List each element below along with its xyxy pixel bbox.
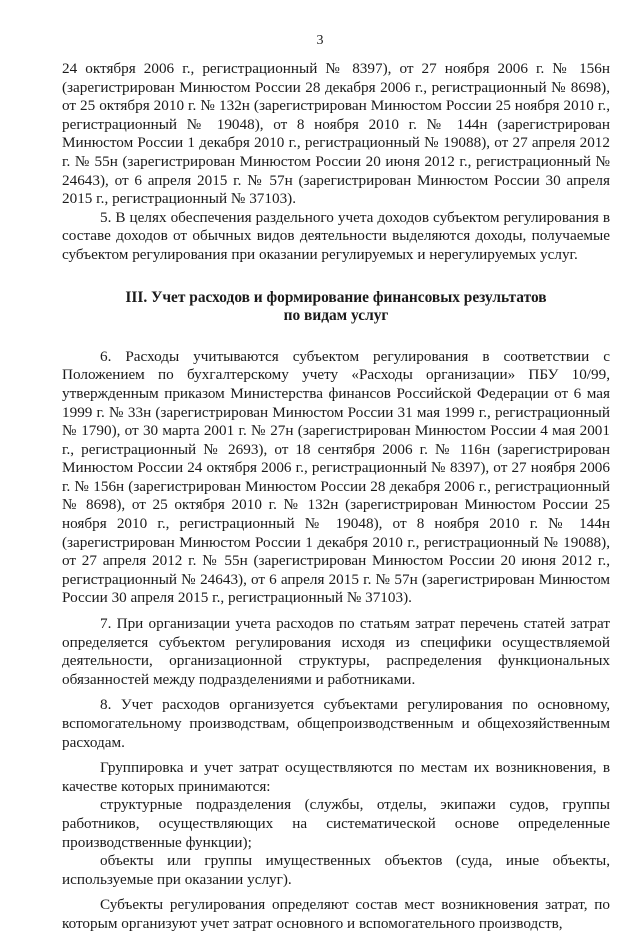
paragraph-continuation: 24 октября 2006 г., регистрационный № 8397), от 27 ноября 2006 г. № 156н (зарегистрирован Минюстом России 28 декабря 2006 г., регистрационный № 8698), от 25 октября 2010 г. № 132н (зарегистрирован Минюстом России 25 ноября 2010 г., регистрационный № 19048), от 8 ноября 2010 г. № 144н (зарегистрирован Минюстом России 1 декабря 2010 г., регистрационный № 19088), от 27 апреля 2012 г. № 55н (зарегистрирован Минюстом России 20 июня 2012 г., регистрационный № 24643), от 6 апреля 2015 г. № 57н (зарегистрирован Минюстом России 30 апреля 2015 г., регистрационный № 37103). [62,60,610,208]
paragraph-structural-units: структурные подразделения (службы, отделы, экипажи судов, группы работников, осуществляющих на систематической основе определенные производственные функции); [62,796,610,851]
document-body [62,60,610,934]
paragraph-5: 5. В целях обеспечения раздельного учета доходов субъектом регулирования в составе доходов от обычных видов деятельности выделяются доходы, получаемые субъектом регулирования при оказании регулируемых и нерегулируемых услуг. [62,208,610,263]
section-heading-line-1: III. Учет расходов и формирование финансовых результатов [125,288,547,306]
paragraph-property-objects: объекты или группы имущественных объектов (суда, иные объекты, используемые при оказании услуг). [62,852,610,888]
paragraph-8: 8. Учет расходов организуется субъектами регулирования по основному, вспомогательному производствам, общепроизводственным и общехозяйственным расходам. [62,696,610,751]
paragraph-6: 6. Расходы учитываются субъектом регулирования в соответствии с Положением по бухгалтерскому учету «Расходы организации» ПБУ 10/99, утвержденным приказом Министерства финансов Российской Федерации от 6 мая 1999 г. № 33н (зарегистрирован Минюстом России 31 мая 1999 г., регистрационный № 1790), от 30 марта 2001 г. № 27н (зарегистрирован Минюстом России 4 мая 2001 г., регистрационный № 2693), от 18 сентября 2006 г. № 116н (зарегистрирован Минюстом России 24 октября 2006 г., регистрационный № 8397), от 27 ноября 2006 г. № 156н (зарегистрирован Минюстом России 28 декабря 2006 г., регистрационный № 8698), от 25 октября 2010 г. № 132н (зарегистрирован Минюстом России 25 ноября 2010 г., регистрационный № 19048), от 8 ноября 2010 г. № 144н (зарегистрирован Минюстом России 1 декабря 2010 г., регистрационный № 19088), от 27 апреля 2012 г. № 55н (зарегистрирован Минюстом России 20 июня 2012 г., регистрационный № 24643), от 6 апреля 2015 г. № 57н (зарегистрирован Минюстом России 30 апреля 2015 г., регистрационный № 37103). [62,347,610,607]
section-heading-line-2: по видам услуг [283,307,389,325]
paragraph-grouping: Группировка и учет затрат осуществляются по местам их возникновения, в качестве которых принимаются: [62,759,610,795]
section-heading [62,289,610,326]
page-number: 3 [316,33,324,48]
paragraph-7: 7. При организации учета расходов по статьям затрат перечень статей затрат определяется субъектом регулирования исходя из специфики осуществляемой деятельности, организационной структуры, распределения функциональных обязанностей между подразделениями и работниками. [62,615,610,688]
paragraph-cost-centers: Субъекты регулирования определяют состав мест возникновения затрат, по которым организуют учет затрат основного и вспомогательного производств, [62,896,610,932]
